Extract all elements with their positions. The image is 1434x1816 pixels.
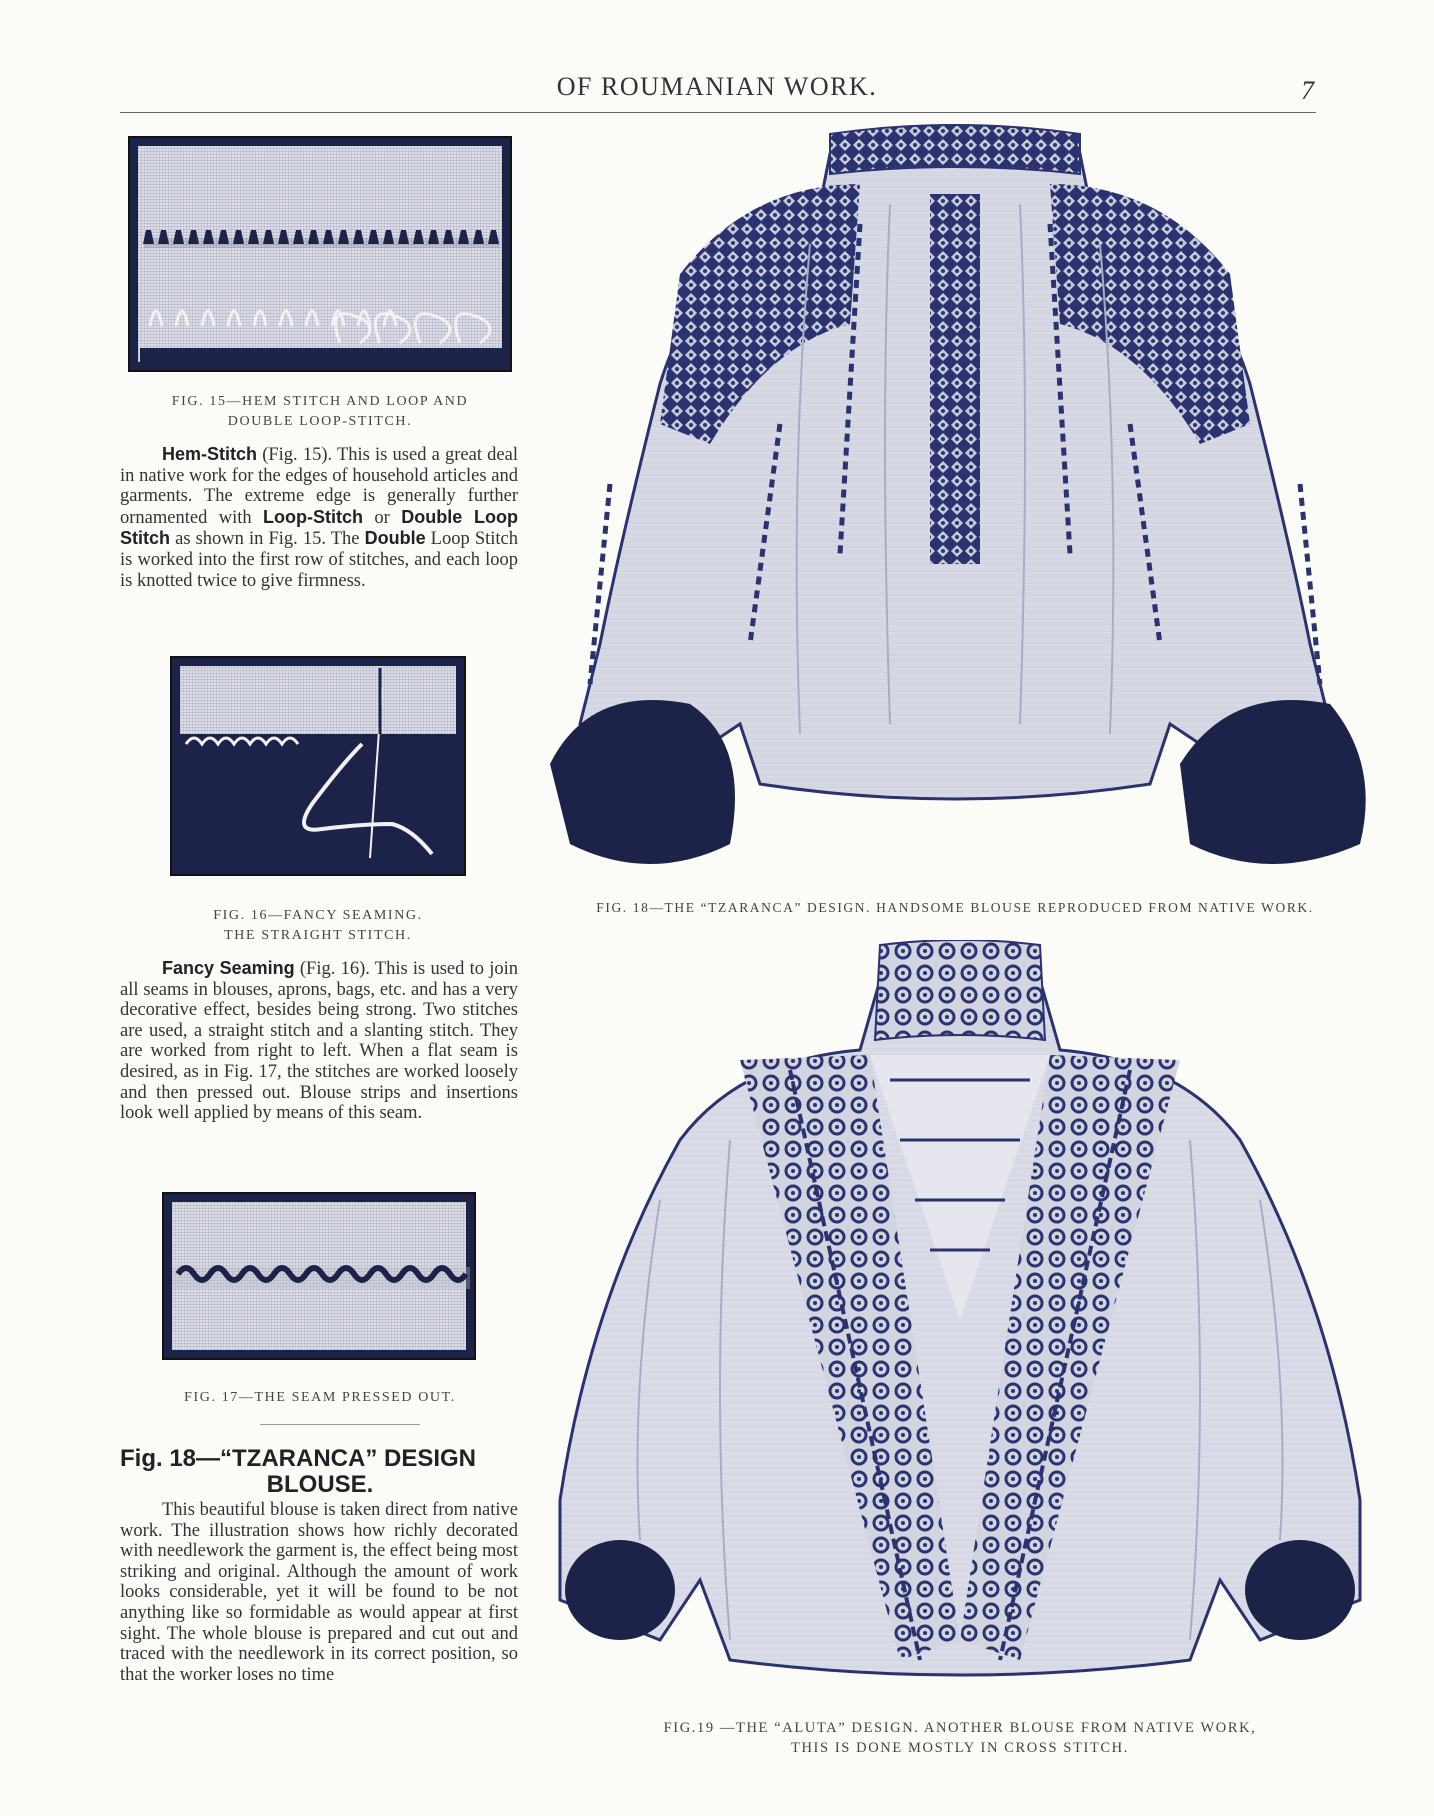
page-number: 7 xyxy=(1301,76,1314,105)
hem-stitch-text-3: as shown in Fig. 15. The xyxy=(170,529,365,550)
fig16-caption-line2: THE STRAIGHT STITCH. xyxy=(224,928,412,943)
fig16-photo xyxy=(170,656,466,876)
hem-stitch-paragraph xyxy=(120,444,518,591)
term-fancy-seaming: Fancy Seaming xyxy=(162,958,295,978)
fig18-article-paragraph: This beautiful blouse is taken direct from native work. The illustration shows how richly decorated with needlework the garment is, the effect being most striking and original. Although the amount of work looks considerable, yet it will be found to be not anything like so formidable as would appear at first sight. The whole blouse is prepared and cut out and traced with the needlework in its correct position, so that the worker loses no time xyxy=(120,1500,518,1685)
term-double: Double xyxy=(364,528,426,549)
fig17-photo xyxy=(162,1192,476,1360)
fig17-caption: FIG. 17—THE SEAM PRESSED OUT. xyxy=(184,1390,456,1405)
hem-stitch-text-2: or xyxy=(363,507,402,528)
hem-stitch-text-4: Loop Stitch is worked into the first row of stitches, and each loop is knotted twice to give firmness. xyxy=(120,529,518,591)
fig18-article-heading xyxy=(120,1446,520,1498)
term-double-loop-stitch: Double Loop Stitch xyxy=(120,506,518,549)
fig19-caption-line1: FIG.19 —THE “ALUTA” DESIGN. ANOTHER BLOUSE FROM NATIVE WORK, xyxy=(663,1720,1257,1736)
fig16-caption-line1: FIG. 16—FANCY SEAMING. xyxy=(213,908,423,923)
fig15-caption xyxy=(128,392,512,432)
fancy-seaming-illustration xyxy=(172,658,466,876)
header-rule xyxy=(120,112,1316,113)
running-header: OF ROUMANIAN WORK. xyxy=(556,72,878,101)
fig18-blouse-illustration xyxy=(530,124,1380,894)
heading-line2: BLOUSE. xyxy=(266,1471,374,1498)
term-loop-stitch: Loop-Stitch xyxy=(263,506,364,527)
fig18-caption: FIG. 18—THE “TZARANCA” DESIGN. HANDSOME BLOUSE REPRODUCED FROM NATIVE WORK. xyxy=(596,900,1314,915)
hem-stitch-text-1: (Fig. 15). This is used a great deal in native work for the edges of household articles and garments. The extreme edge is generally further ornamented with xyxy=(120,445,518,528)
fig15-caption-line1: FIG. 15—HEM STITCH AND LOOP AND xyxy=(171,394,469,409)
heading-line1: Fig. 18—“TZARANCA” DESIGN xyxy=(120,1445,477,1472)
fancy-seaming-text: (Fig. 16). This is used to join all seams in blouses, aprons, bags, etc. and has a very decorative effect, besides being strong. Two stitches are used, a straight stitch and a slanting stitch. They are worked from right to left. When a flat seam is desired, as in Fig. 17, the stitches are worked loosely and then pressed out. Blouse strips and insertions look well applied by means of this seam. xyxy=(120,959,518,1124)
fig19-caption xyxy=(560,1718,1360,1758)
section-divider xyxy=(260,1424,420,1425)
fig15-photo xyxy=(128,136,512,372)
fig19-blouse-illustration xyxy=(540,940,1380,1720)
pressed-seam-illustration xyxy=(164,1194,476,1360)
hem-stitch-illustration xyxy=(130,138,512,372)
fancy-seaming-paragraph xyxy=(120,958,518,1124)
term-hem-stitch: Hem-Stitch xyxy=(162,444,258,464)
fig16-caption xyxy=(170,906,466,946)
fig19-caption-line2: THIS IS DONE MOSTLY IN CROSS STITCH. xyxy=(791,1740,1129,1756)
fig15-caption-line2: DOUBLE LOOP-STITCH. xyxy=(227,414,413,429)
